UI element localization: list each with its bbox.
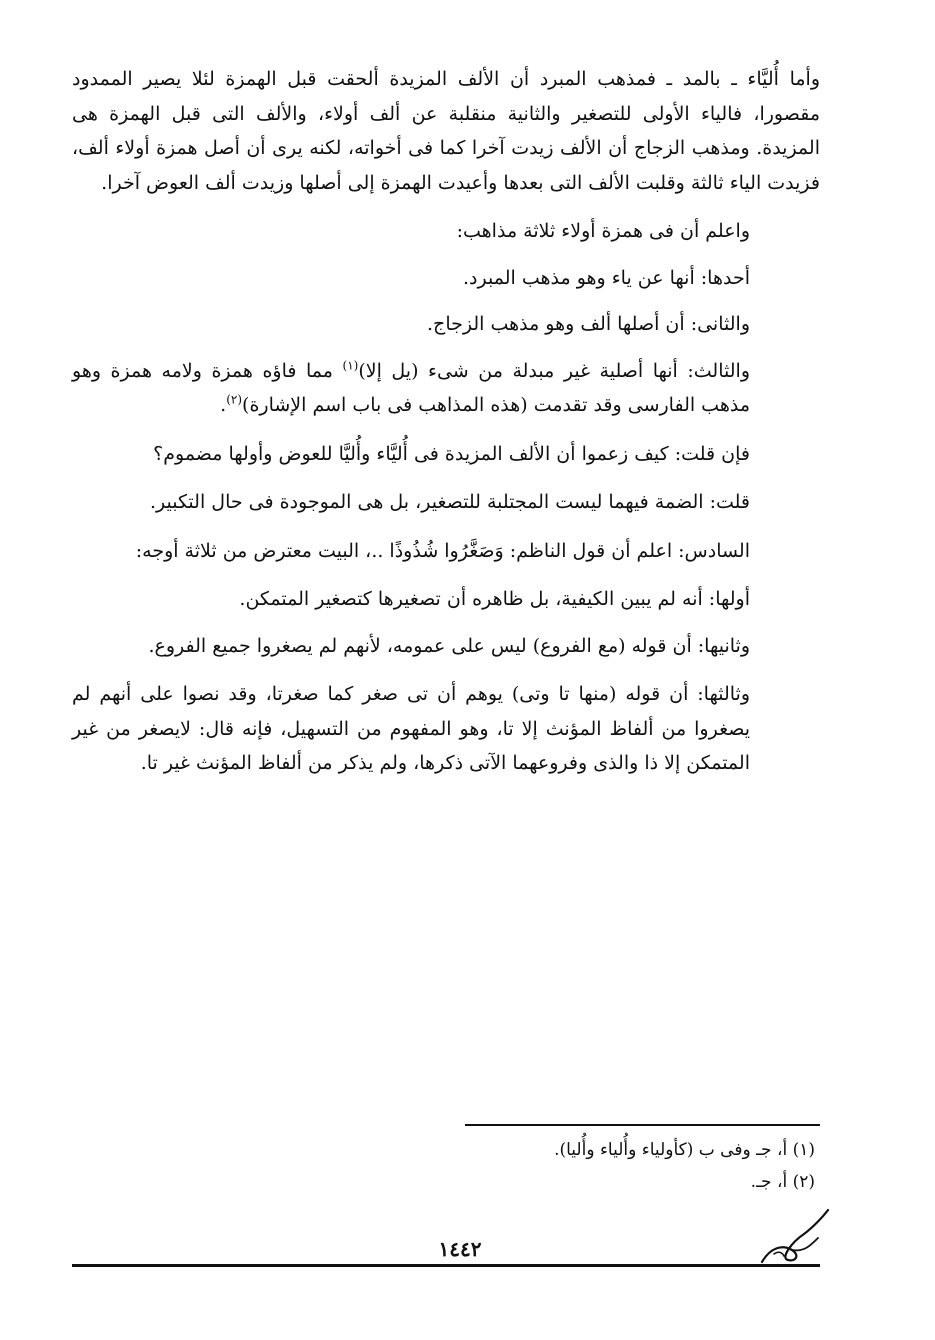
footnote-separator <box>465 1124 820 1126</box>
paragraph-sixth: السادس: اعلم أن قول الناظم: وَصَغَّرُوا شُذُوذًا ..، البيت معترض من ثلاثة أوجه: <box>135 539 750 562</box>
footnote-ref-1: (١) <box>342 358 359 373</box>
footnote-ref-2: (٢) <box>226 392 243 407</box>
paragraph-question: فإن قلت: كيف زعموا أن الألف المزيدة فى أُليَّاء وأُليَّا للعوض وأولها مضموم؟ <box>153 442 750 465</box>
body-text <box>72 62 820 795</box>
third-view-text-a: والثالث: أنها أصلية غير مبدلة من شىء (يل إلا) <box>358 359 750 382</box>
paragraph-first-view: أحدها: أنها عن ياء وهو مذهب المبرد. <box>463 266 750 289</box>
third-view-text-c: . <box>220 394 227 416</box>
paragraph-answer: قلت: الضمة فيهما ليست المجتلبة للتصغير، بل هى الموجودة فى حال التكبير. <box>149 491 750 513</box>
paragraph-three-views: واعلم أن فى همزة أولاء ثلاثة مذاهب: <box>456 220 750 242</box>
footnote-1: (١) أ، جـ وفى ب (كأولياء وأُلياء وأُليا). <box>554 1140 815 1160</box>
footnote-2: (٢) أ، جـ. <box>750 1172 815 1192</box>
footnotes <box>300 1134 815 1198</box>
handwritten-signature-icon <box>752 1204 832 1266</box>
bottom-rule <box>72 1264 820 1267</box>
paragraph-first-aspect: أولها: أنه لم يبين الكيفية، بل ظاهره أن تصغيرها كتصغير المتمكن. <box>239 588 750 610</box>
page-number: ١٤٤٢ <box>438 1237 482 1261</box>
paragraph-second-aspect: وثانيها: أن قوله (مع الفروع) ليس على عمومه، لأنهم لم يصغروا جميع الفروع. <box>148 634 750 657</box>
paragraph-second-view: والثانى: أن أصلها ألف وهو مذهب الزجاج. <box>427 313 750 335</box>
paragraph-third-view <box>72 354 820 423</box>
paragraph-alyaa: وأما أُليَّاء ـ بالمد ـ فمذهب المبرد أن الألف المزيدة ألحقت قبل الهمزة لئلا يصير الممدود مقصورا، فالياء الأولى للتصغير والثانية منقلبة عن ألف أولاء، والألف التى قبل الهمزة هى المزيدة. ومذهب الزجاج أن الألف زيدت آخرا كما فى أخواته، لكنه يرى أن أصل همزة أولاء ألف، فزيدت الياء ثالثة وقلبت الألف التى بعدها وأعيدت الهمزة إلى أصلها وزيدت ألف العوض آخرا. <box>72 68 820 194</box>
third-view-text-b: مما فاؤه همزة ولامه همزة وهو مذهب الفارسى وقد تقدمت (هذه المذاهب فى باب اسم الإشارة) <box>72 359 750 416</box>
paragraph-third-aspect: وثالثها: أن قوله (منها تا وتى) يوهم أن تى صغر كما صغرتا، وقد نصوا على أنهم لم يصغروا من ألفاظ المؤنث إلا تا، وهو المفهوم من التسهيل، فإنه قال: لايصغر من غير المتمكن إلا ذا والذى وفروعهما الآتى ذكرها، ولم يذكر من ألفاظ المؤنث غير تا. <box>72 683 750 774</box>
